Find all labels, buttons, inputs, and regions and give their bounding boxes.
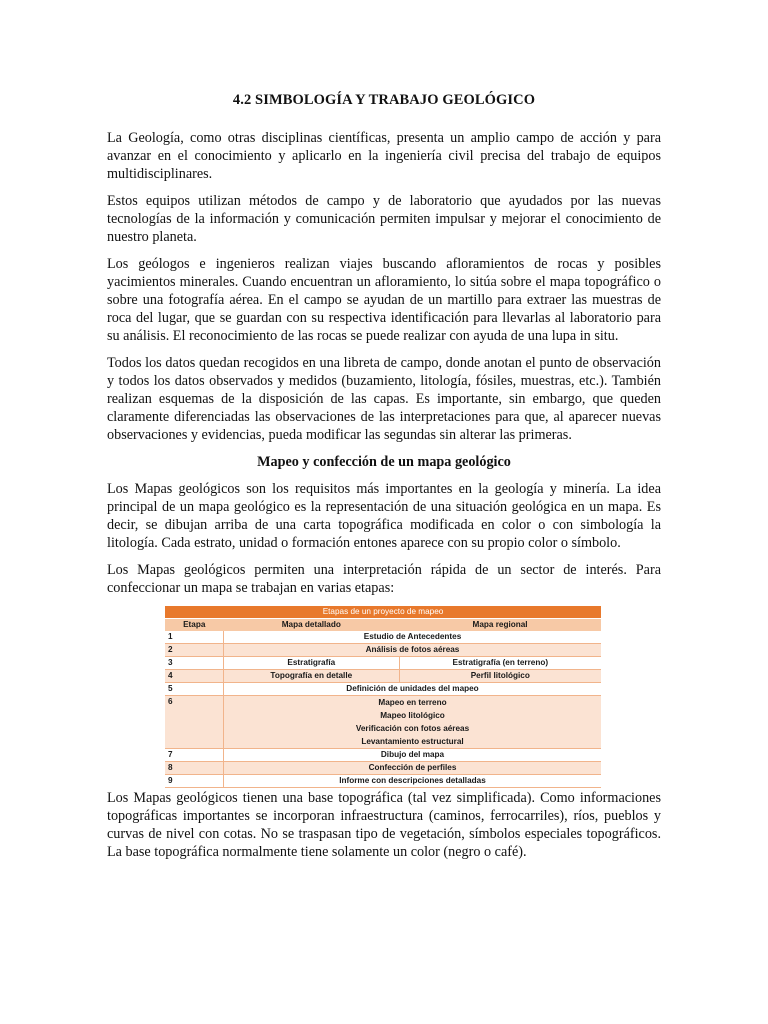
stage-line: Mapeo en terreno [378,698,447,707]
stage-number: 5 [165,683,224,696]
paragraph-section-1: Los Mapas geológicos son los requisitos más importantes en la geología y minería. La idea principal de un mapa geológico es la representación de una situación geológica en un mapa. Es decir, se dibujan arriba de una carta topográfica modificada en color o con simbología la litología. Cada estrato, unidad o formación entones aparece con su propio color o símbolo. [107,481,661,551]
table-row [165,762,601,775]
stage-detailed: Topografía en detalle [224,670,400,683]
table-row [165,670,601,683]
header-stage: Etapa [165,619,224,632]
stage-description: Definición de unidades del mapeo [224,683,602,696]
table-row [165,683,601,696]
paragraph-intro-3: Los geólogos e ingenieros realizan viajes buscando afloramientos de rocas y posibles yacimientos minerales. Cuando encuentran un afloramiento, lo sitúa sobre el mapa topográfico o sobre una fotografía aérea. En el campo se ayudan de un martillo para extraer las muestras de roca del lugar, que se guardan con su respectiva identificación para llevarlas al laboratorio para su análisis. El reconocimiento de las rocas se puede realizar con ayuda de una lupa in situ. [107,256,661,344]
table-row [165,775,601,788]
stage-number: 2 [165,644,224,657]
table-row [165,657,601,670]
stage-line: Mapeo litológico [380,711,445,720]
stage-description: Análisis de fotos aéreas [224,644,602,657]
header-detailed-map: Mapa detallado [224,619,400,632]
stage-number: 4 [165,670,224,683]
table-row [165,749,601,762]
stage-number: 7 [165,749,224,762]
stage-number: 8 [165,762,224,775]
paragraph-intro-2: Estos equipos utilizan métodos de campo y de laboratorio que ayudados por las nuevas tecnologías de la información y comunicación permiten impulsar y mejorar el conocimiento de nuestro planeta. [107,193,661,245]
section-heading: Mapeo y confección de un mapa geológico [257,454,511,470]
stage-description: Confección de perfiles [224,762,602,775]
stage-regional: Estratigrafía (en terreno) [399,657,601,670]
paragraph-after-table: Los Mapas geológicos tienen una base topográfica (tal vez simplificada). Como informaciones topográficas importantes se incorporan infraestructura (caminos, ferrocarriles), ríos, pueblos y curvas de nivel con cotas. No se traspasan tipo de vegetación, símbolos especiales topográficos. La base topográfica normalmente tiene solamente un color (negro o café). [107,790,661,860]
stage-detailed: Estratigrafía [224,657,400,670]
stage-number: 9 [165,775,224,788]
paragraph-section-2: Los Mapas geológicos permiten una interpretación rápida de un sector de interés. Para confeccionar un mapa se trabajan en varias etapas: [107,562,661,596]
paragraph-intro-4: Todos los datos quedan recogidos en una libreta de campo, donde anotan el punto de observación y todos los datos observados y medidos (buzamiento, litología, fósiles, muestras, etc.). También realizan esquemas de la disposición de las capas. Es importante, sin embargo, que queden claramente diferenciadas las observaciones de las interpretaciones para que, al aparecer nuevas observaciones y evidencias, pueda modificar las segundas sin alterar las primeras. [107,355,661,443]
table-caption-row [165,606,601,619]
document-page [107,92,661,870]
stage-regional: Perfil litológico [399,670,601,683]
stage-number: 6 [165,696,224,749]
stage-line: Verificación con fotos aéreas [355,724,470,733]
table-row [165,696,601,749]
header-regional-map: Mapa regional [399,619,601,632]
table-caption: Etapas de un proyecto de mapeo [165,606,601,619]
stage-description: Estudio de Antecedentes [224,631,602,644]
stage-description-multiline [224,696,602,749]
table-row [165,631,601,644]
paragraph-intro-1: La Geología, como otras disciplinas científicas, presenta un amplio campo de acción y para avanzar en el conocimiento y aplicarlo en la ingeniería civil precisa del trabajo de equipos multidisciplinares. [107,130,661,182]
stage-description: Informe con descripciones detalladas [224,775,602,788]
stage-number: 3 [165,657,224,670]
mapping-stages-table [165,606,601,788]
stage-line: Levantamiento estructural [361,737,464,746]
table-row [165,644,601,657]
table-header-row [165,619,601,632]
stage-description: Dibujo del mapa [224,749,602,762]
document-title: 4.2 SIMBOLOGÍA Y TRABAJO GEOLÓGICO [232,92,536,108]
stage-number: 1 [165,631,224,644]
